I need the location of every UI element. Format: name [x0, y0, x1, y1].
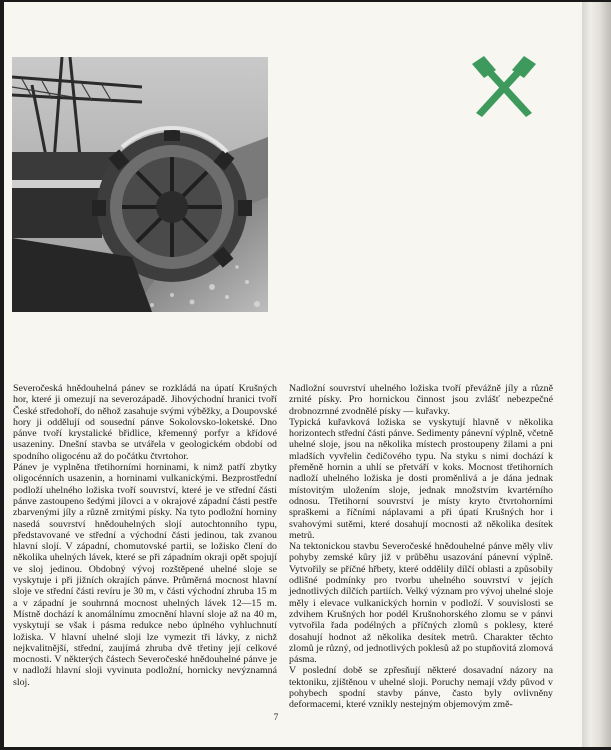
paragraph: Pánev je vyplněna třetihorními horninami, k nimž patří zbytky oligocénních usazenin, a horninami vulkanickými. Bezprostřední podloží uhelného ložiska tvoří souvrství, které je ve střední části pánve zastoupeno šedými jílovci a v okrajové západní části pestře zbarvenými jíly a různě zrnitými písky. Na tyto podložní horniny nasedá souvrství hnědouhelných slojí autochtonního typu, představované ve střední a východní části jedinou, tak zvanou hlavní slojí. V západní, chomutovské partii, se ložisko člení do několika uhelných lávek, které se při západním okraji opět spojují ve sloj jedinou. Obdobný vývoj rozštěpené uhelné sloje se vyskytuje i při jižních okrajích pánve. Průměrná mocnost hlavní sloje ve střední části revíru je 30 m, v části východní zhruba 15 m a v západní je souhrnná mocnost uhelných lávek 12—15 m. Místně dochází k anomálnímu zmocnění hlavní sloje až na 40 m, vyskytují se však i pásma redukce nebo úplného vyhluchnutí ložiska. V hlavní uhelné sloji lze vymezit tři lávky, z nichž nejkvalitnější, střední, zaujímá zhruba dvě třetiny její celkové mocnosti. V některých částech Severočeské hnědouhelné pánve je v nadloží hlavní sloji vyvinuta podložní, hornicky nevýznamná sloj. — [13, 462, 277, 688]
paragraph: Typická kuřavková ložiska se vyskytují hlavně v několika horizontech střední části pánve. Sedimenty pánevní výplně, včetně uhelné sloje, jsou na několika místech prostoupeny žilami a pni mladších vyvřelin čedičového typu. Na styku s nimi dochází k přeměně hornin a uhlí se přetváří v koks. Mocnost třetihorních nadloží uhelného ložiska je dosti proměnlivá a je dána jednak místovitým uložením sloje, jednak množstvím kvartérního odnosu. Třetihorní souvrství je místy kryto čtvrtohorními spraškemi a říčními náplavami a při úpatí Krušných hor i svahovými sutěmi, které dosahují mocnosti až několika desítek metrů. — [289, 416, 553, 541]
crossed-mining-hammers-icon — [466, 56, 542, 118]
page-number: 7 — [273, 712, 279, 722]
paragraph: Severočeská hnědouhelná pánev se rozkládá na úpatí Krušných hor, které ji omezují na severozápadě. Jihovýchodní hranici tvoří České středohoří, do něhož zasahuje svými výběžky, a Doupovské hory ji oddělují od sousední pánve Sokolovsko-loketské. Dno pánve tvoří krystalické břidlice, křemenný porfyr a křídové usazeniny. Dnešní stavba se utvářela v geologickém období od spodního oligocénu až do počátku čtvrtohor. — [13, 383, 277, 462]
paragraph: Nadložní souvrství uhelného ložiska tvoří převážně jíly a různě zrnité písky. Pro hornickou činnost jsou zvlášť nebezpečné drobnozrnné zvodnělé písky — kuřavky. — [289, 383, 553, 417]
paragraph: Na tektonickou stavbu Severočeské hnědouhelné pánve měly vliv pohyby zemské kůry již v průběhu usazování pánevní výplně. Vytvořily se příčné hřbety, které oddělily dílčí oblasti a způsobily odlišné podmínky pro tvorbu uhelného souvrství v jejích jednotlivých dílčích partiích. Velký význam pro vývoj uhelné sloje měly i elevace vulkanických hornin v podloží. V souvislosti se zdvihem Krušných hor podél Krušnohorského zlomu se v pánvi vytvořila řada podélných a příčných zlomů s poklesy, které dosahují hodnot až několika desítek metrů. Charakter těchto zlomů je různý, od jednotlivých poklesů až po stupňovitá zlomová pásma. — [289, 541, 553, 666]
paragraph: V poslední době se zpřesňují některé dosavadní názory na tektoniku, zjištěnou v uhelné sloji. Poruchy nemají vždy původ v pohybech spodní stavby pánve, často byly ovlivněny deformacemi, které vznikly nestejným objemovým změ- — [289, 665, 553, 711]
page-edge — [582, 2, 611, 747]
left-text-column — [13, 383, 277, 688]
right-text-column — [289, 383, 553, 711]
bucket-wheel-excavator-photo — [12, 57, 268, 312]
